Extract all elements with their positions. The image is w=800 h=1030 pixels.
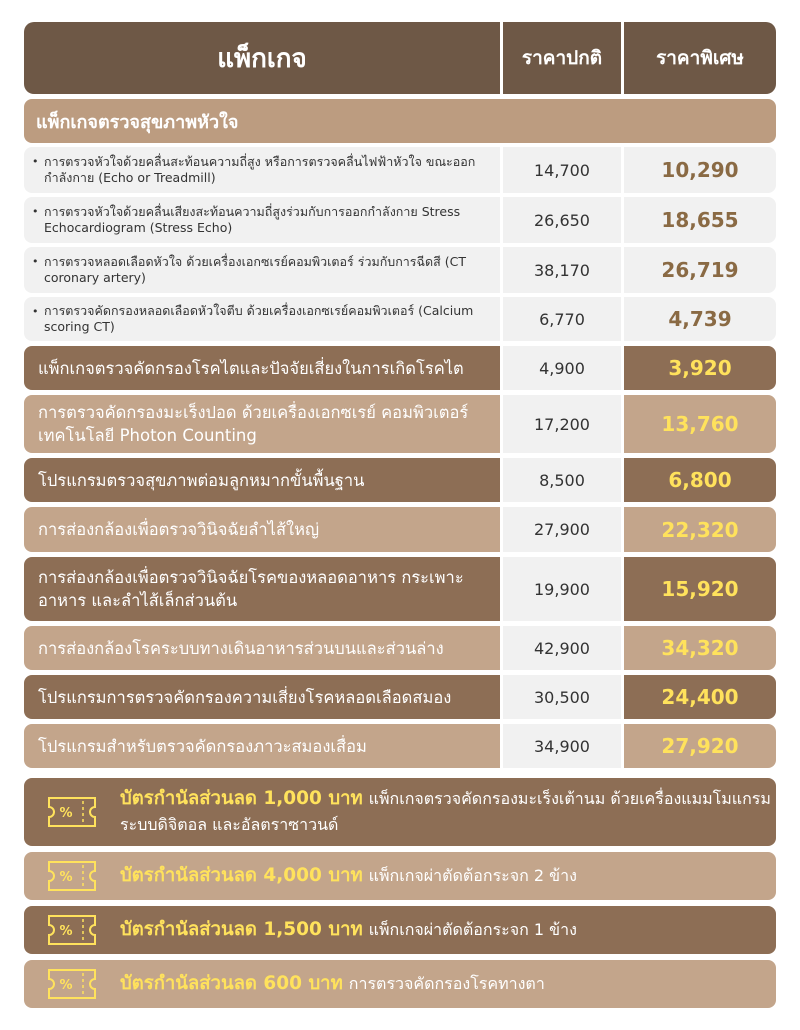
normal-price: 26,650 [503, 197, 621, 243]
coupon-amount: บัตรกำนัลส่วนลด 600 บาท [120, 973, 343, 994]
coupon-text [120, 863, 577, 889]
coupon-banner [24, 960, 776, 1008]
table-row [24, 724, 776, 768]
table-row [24, 557, 776, 621]
coupon-amount: บัตรกำนัลส่วนลด 1,000 บาท [120, 788, 363, 809]
package-name: • การตรวจหัวใจด้วยคลื่นเสียงสะท้อนความถี่สูงร่วมกับการออกกำลังกาย Stress Echocardiogram (Stress Echo) [24, 197, 500, 243]
special-price: 27,920 [624, 724, 776, 768]
heart-section-title: แพ็กเกจตรวจสุขภาพหัวใจ [24, 99, 776, 143]
coupon-text [120, 786, 776, 838]
table-row [24, 346, 776, 390]
table-row [24, 626, 776, 670]
special-price: 24,400 [624, 675, 776, 719]
svg-text:%: % [59, 870, 73, 885]
normal-price: 17,200 [503, 395, 621, 453]
special-price: 26,719 [624, 247, 776, 293]
special-price: 4,739 [624, 297, 776, 341]
package-name: การส่องกล้องเพื่อตรวจวินิจฉัยลำไส้ใหญ่ [24, 507, 500, 552]
coupon-amount: บัตรกำนัลส่วนลด 4,000 บาท [120, 865, 363, 886]
table-row [24, 197, 776, 243]
ticket-percent-icon [46, 861, 98, 891]
svg-text:%: % [59, 924, 73, 939]
normal-price: 38,170 [503, 247, 621, 293]
table-row [24, 395, 776, 453]
normal-price: 27,900 [503, 507, 621, 552]
coupon-banner [24, 906, 776, 954]
normal-price: 14,700 [503, 147, 621, 193]
table-row [24, 247, 776, 293]
normal-price-column-header: ราคาปกติ [503, 22, 621, 94]
normal-price: 4,900 [503, 346, 621, 390]
special-price: 22,320 [624, 507, 776, 552]
coupon-banner [24, 778, 776, 846]
package-name: การส่องกล้องเพื่อตรวจวินิจฉัยโรคของหลอดอาหาร กระเพาะอาหาร และลำไส้เล็กส่วนต้น [24, 557, 500, 621]
special-price: 13,760 [624, 395, 776, 453]
coupon-list [24, 778, 776, 1014]
svg-text:%: % [59, 806, 73, 821]
normal-price: 42,900 [503, 626, 621, 670]
package-name: โปรแกรมตรวจสุขภาพต่อมลูกหมากขั้นพื้นฐาน [24, 458, 500, 502]
special-price-column-header: ราคาพิเศษ [624, 22, 776, 94]
svg-text:%: % [59, 978, 73, 993]
special-price: 3,920 [624, 346, 776, 390]
special-price: 6,800 [624, 458, 776, 502]
package-name: โปรแกรมสำหรับตรวจคัดกรองภาวะสมองเสื่อม [24, 724, 500, 768]
coupon-description: แพ็กเกจตรวจคัดกรองมะเร็งเต้านม ด้วยเครื่องแมมโมแกรมระบบดิจิตอล และอัลตราซาวนด์ [120, 789, 771, 834]
coupon-text [120, 971, 545, 997]
special-price: 15,920 [624, 557, 776, 621]
price-table [24, 22, 776, 768]
package-name: • การตรวจหัวใจด้วยคลื่นสะท้อนความถี่สูง หรือการตรวจคลื่นไฟฟ้าหัวใจ ขณะออกกำลังกาย (Echo or Treadmill) [24, 147, 500, 193]
table-header [24, 22, 776, 94]
coupon-description: การตรวจคัดกรองโรคทางตา [348, 974, 545, 993]
normal-price: 19,900 [503, 557, 621, 621]
special-price: 10,290 [624, 147, 776, 193]
table-row [24, 297, 776, 341]
package-name: • การตรวจคัดกรองหลอดเลือดหัวใจตีบ ด้วยเครื่องเอกซเรย์คอมพิวเตอร์ (Calcium scoring CT) [24, 297, 500, 341]
normal-price: 34,900 [503, 724, 621, 768]
package-column-header: แพ็กเกจ [24, 22, 500, 94]
ticket-percent-icon [46, 797, 98, 827]
coupon-text [120, 917, 577, 943]
package-name: แพ็กเกจตรวจคัดกรองโรคไตและปัจจัยเสี่ยงในการเกิดโรคไต [24, 346, 500, 390]
table-row [24, 507, 776, 552]
normal-price: 8,500 [503, 458, 621, 502]
special-price: 18,655 [624, 197, 776, 243]
package-name: การส่องกล้องโรคระบบทางเดินอาหารส่วนบนและส่วนล่าง [24, 626, 500, 670]
table-row [24, 458, 776, 502]
normal-price: 30,500 [503, 675, 621, 719]
coupon-description: แพ็กเกจผ่าตัดต้อกระจก 2 ข้าง [368, 866, 577, 885]
table-row [24, 675, 776, 719]
table-row [24, 147, 776, 193]
special-price: 34,320 [624, 626, 776, 670]
ticket-percent-icon [46, 969, 98, 999]
package-name: • การตรวจหลอดเลือดหัวใจ ด้วยเครื่องเอกซเรย์คอมพิวเตอร์ ร่วมกับการฉีดสี (CT coronary artery) [24, 247, 500, 293]
coupon-description: แพ็กเกจผ่าตัดต้อกระจก 1 ข้าง [368, 920, 577, 939]
coupon-banner [24, 852, 776, 900]
coupon-amount: บัตรกำนัลส่วนลด 1,500 บาท [120, 919, 363, 940]
package-name: การตรวจคัดกรองมะเร็งปอด ด้วยเครื่องเอกซเรย์ คอมพิวเตอร์เทคโนโลยี Photon Counting [24, 395, 500, 453]
ticket-percent-icon [46, 915, 98, 945]
normal-price: 6,770 [503, 297, 621, 341]
package-name: โปรแกรมการตรวจคัดกรองความเสี่ยงโรคหลอดเลือดสมอง [24, 675, 500, 719]
